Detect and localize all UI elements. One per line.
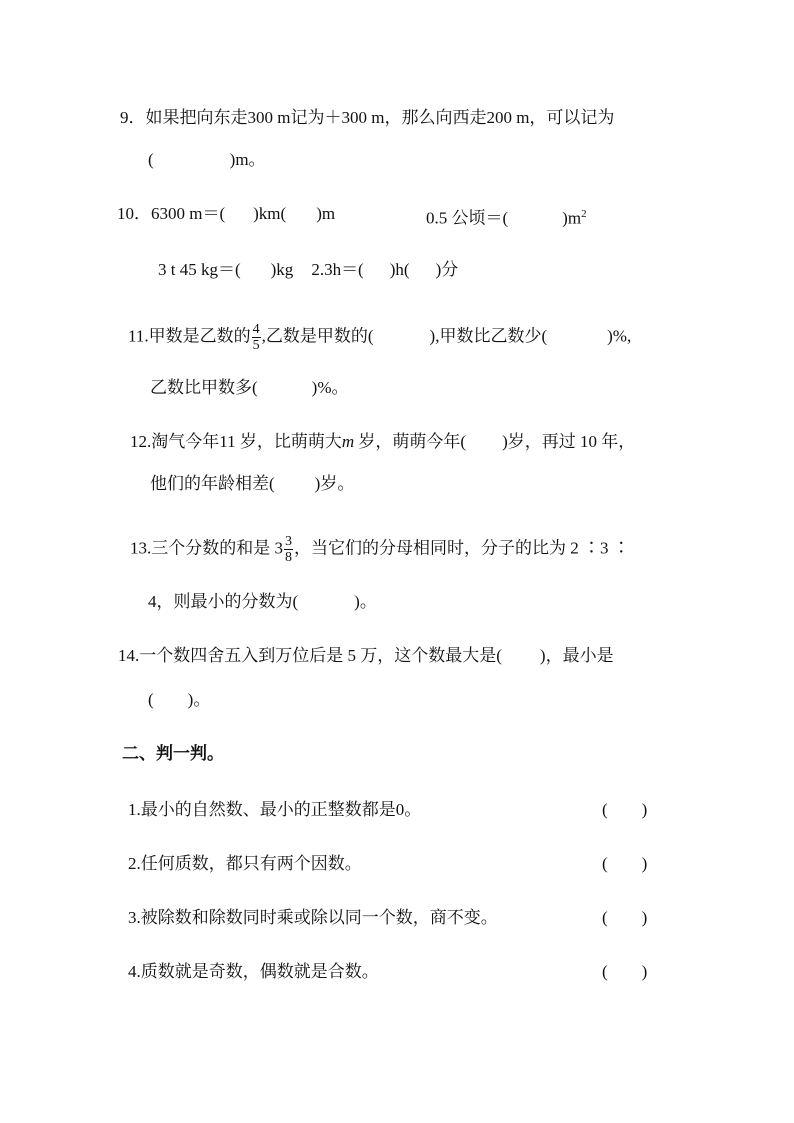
question-11-line-2: [150, 376, 349, 400]
question-13-line-1: [130, 534, 630, 565]
question-12-line-2: [150, 472, 354, 496]
q10-part-b-end: )m: [562, 208, 582, 228]
judge-item-1-answer[interactable]: [602, 798, 647, 822]
q10-part-c-end: )kg: [270, 260, 294, 279]
judge-item-3-text: 3.被除数和除数同时乘或除以同一个数，商不变。: [128, 908, 498, 927]
answer-close-paren: )m。: [229, 150, 266, 169]
judge-item-3-answer[interactable]: [602, 906, 647, 930]
q12-line-2-close: )岁。: [314, 474, 355, 493]
q11-text-1: 甲数是乙数的: [148, 326, 251, 346]
judge-item-2-text: 2.任何质数，都只有两个因数。: [128, 854, 362, 873]
answer-open-paren: (: [602, 800, 608, 819]
answer-close-paren: ): [641, 854, 648, 873]
question-11-label: 11.: [128, 326, 149, 346]
q10-part-b-prefix: 0.5 公顷＝(: [426, 208, 509, 228]
question-11-line-1: [128, 322, 631, 353]
q12-text-1: 淘气今年11 岁，比萌萌大: [151, 432, 342, 451]
answer-open-paren: (: [602, 854, 608, 873]
question-14-line-1: [118, 644, 614, 668]
answer-close-paren: ): [641, 908, 648, 927]
q11-line-2-open: 乙数比甲数多(: [150, 378, 258, 397]
q13-text-1: 三个分数的和是 3: [151, 538, 283, 558]
question-10-line-1: [117, 202, 335, 226]
q10-part-d-end: )分: [435, 260, 459, 279]
fraction-denominator: 5: [252, 338, 260, 353]
question-14-line-2: [148, 688, 210, 712]
q10-part-a-end: )m: [316, 204, 336, 223]
q11-line-2-close: )%。: [311, 378, 349, 397]
section-2-heading: 二、判一判。: [122, 744, 224, 763]
fraction-four-fifths: [252, 322, 261, 353]
question-13-label: 13.: [130, 538, 152, 558]
answer-close-paren: ): [641, 800, 648, 819]
q10-part-a-middle: )km(: [253, 204, 287, 223]
fraction-three-eighths: [284, 534, 293, 565]
q12-text-3: )岁，再过 10 年，: [502, 432, 636, 451]
q10-part-d-prefix: 2.3h＝(: [311, 260, 364, 279]
question-9-label: 9．: [120, 108, 146, 127]
q10-superscript: 2: [581, 208, 587, 220]
question-9: [120, 106, 614, 130]
fraction-numerator: 3: [285, 534, 292, 549]
q10-part-a-prefix: 6300 m＝(: [151, 204, 226, 223]
q12-text-2: 岁，萌萌今年(: [358, 432, 467, 451]
judge-item-2-answer[interactable]: [602, 852, 647, 876]
judge-item-4-answer[interactable]: [602, 960, 647, 984]
question-9-text: 如果把向东走300 m记为＋300 m，那么向西走200 m，可以记为: [145, 108, 615, 127]
question-9-answer-line: [148, 148, 266, 172]
fraction-denominator: 8: [285, 550, 292, 565]
judge-item-1-text: 1.最小的自然数、最小的正整数都是0。: [128, 800, 422, 819]
question-12-line-1: [130, 430, 635, 454]
question-10-label: 10．: [117, 204, 151, 223]
question-10-part-b: [426, 202, 587, 231]
q11-text-2: ,乙数是甲数的(: [261, 326, 374, 346]
q14-text-1: 一个数四舍五入到万位后是 5 万，这个数最大是(: [139, 646, 502, 665]
q14-text-2: )，最小是: [539, 646, 614, 665]
q10-part-d-middle: )h(: [389, 260, 410, 279]
q10-part-c-prefix: 3 t 45 kg＝(: [158, 260, 241, 279]
q13-line-2-open: 4，则最小的分数为(: [148, 592, 299, 611]
fraction-numerator: 4: [252, 322, 260, 337]
judge-item-4-text: 4.质数就是奇数，偶数就是合数。: [128, 962, 379, 981]
q14-line-2-close: )。: [187, 690, 211, 709]
question-10-line-2: [158, 258, 458, 282]
question-14-label: 14.: [118, 646, 140, 665]
q12-line-2-open: 他们的年龄相差(: [150, 474, 275, 493]
q13-line-2-close: )。: [354, 592, 377, 611]
question-13-line-2: [148, 590, 377, 614]
q12-variable-m: m: [341, 432, 355, 451]
q14-line-2-open: (: [148, 690, 154, 709]
question-12-label: 12.: [130, 432, 152, 451]
answer-open-paren: (: [602, 908, 608, 927]
q11-text-3: ),甲数比乙数少(: [429, 326, 548, 346]
q13-text-2: ，当它们的分母相同时，分子的比为 2 ∶3 ∶: [294, 538, 630, 558]
answer-open-paren: (: [602, 962, 608, 981]
answer-open-paren: (: [148, 150, 154, 169]
answer-close-paren: ): [641, 962, 648, 981]
q11-text-4: )%,: [607, 326, 632, 346]
